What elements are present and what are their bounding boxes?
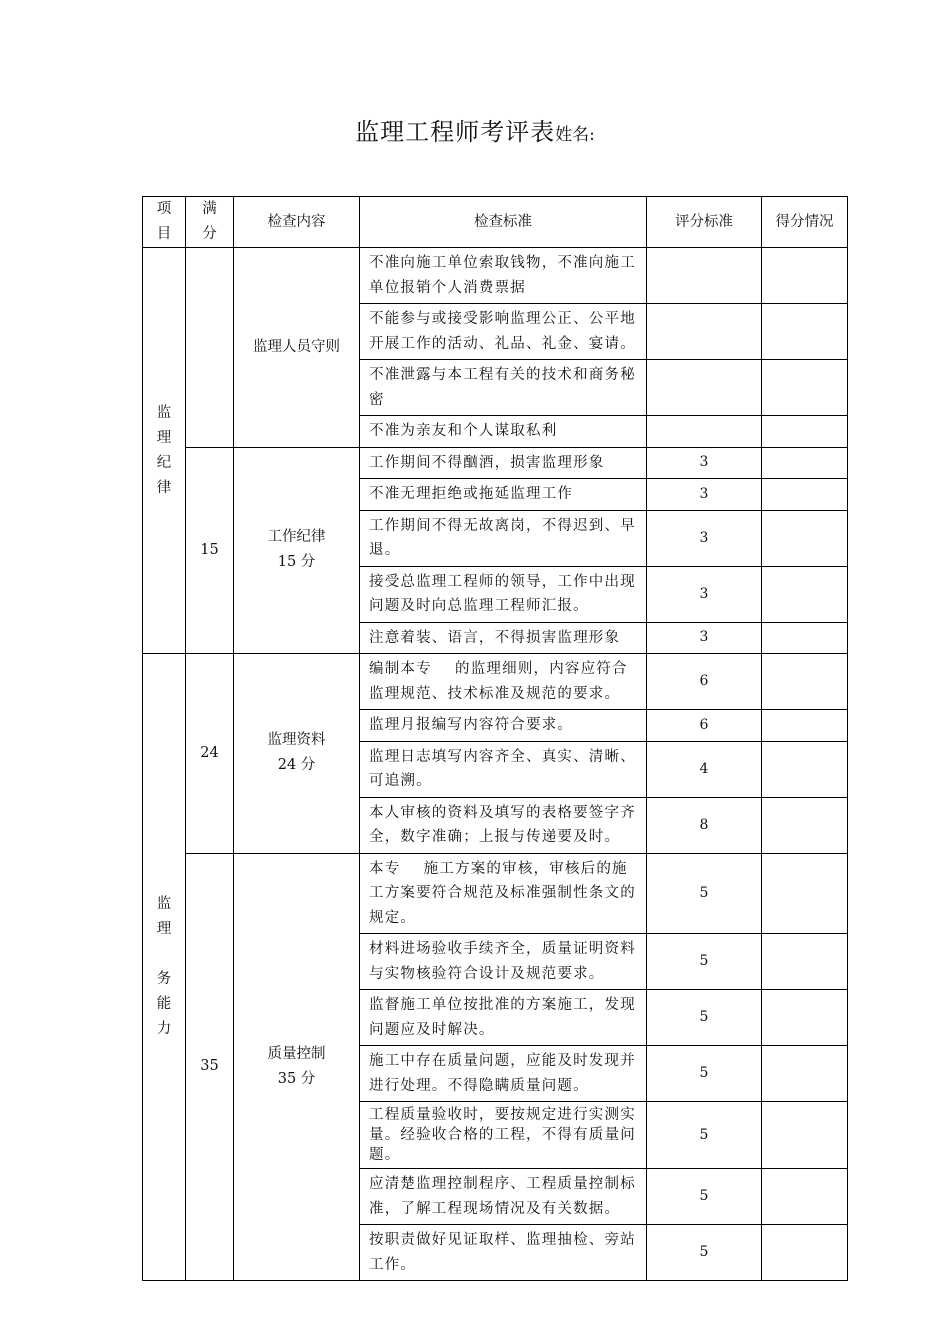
- standard-cell: 工作期间不得酗酒，损害监理形象: [360, 447, 647, 479]
- score-cell: 4: [647, 741, 762, 797]
- content-cell: 监理人员守则: [234, 248, 360, 448]
- table-row: [143, 853, 848, 934]
- score-cell: 8: [647, 797, 762, 853]
- score-cell: [647, 416, 762, 448]
- score-cell: [647, 248, 762, 304]
- score-cell: 6: [647, 654, 762, 710]
- score-cell: [647, 360, 762, 416]
- got-score-cell: [762, 622, 848, 654]
- score-cell: 3: [647, 479, 762, 511]
- standard-cell: 不准无理拒绝或拖延监理工作: [360, 479, 647, 511]
- standard-cell: 监理月报编写内容符合要求。: [360, 710, 647, 742]
- header-content: 检查内容: [234, 197, 360, 248]
- header-full-score: 满 分: [186, 197, 234, 248]
- score-cell: 5: [647, 1046, 762, 1102]
- header-got-score: 得分情况: [762, 197, 848, 248]
- score-cell: 3: [647, 510, 762, 566]
- score-cell: 5: [647, 934, 762, 990]
- name-label: 姓名:: [555, 125, 595, 145]
- standard-cell: 工程质量验收时，要按规定进行实测实量。经验收合格的工程，不得有质量问题。: [360, 1102, 647, 1169]
- standard-cell: 本专 施工方案的审核，审核后的施工方案要符合规范及标准强制性条文的规定。: [360, 853, 647, 934]
- got-score-cell: [762, 934, 848, 990]
- header-standard: 检查标准: [360, 197, 647, 248]
- got-score-cell: [762, 1102, 848, 1169]
- section-label-discipline: 监 理 纪 律: [143, 248, 186, 654]
- standard-cell: 施工中存在质量问题，应能及时发现并进行处理。不得隐瞒质量问题。: [360, 1046, 647, 1102]
- score-cell: 3: [647, 622, 762, 654]
- score-cell: 6: [647, 710, 762, 742]
- got-score-cell: [762, 416, 848, 448]
- got-score-cell: [762, 797, 848, 853]
- standard-cell: 应清楚监理控制程序、工程质量控制标准，了解工程现场情况及有关数据。: [360, 1169, 647, 1225]
- standard-cell: 不准为亲友和个人谋取私利: [360, 416, 647, 448]
- standard-cell: 监理日志填写内容齐全、真实、清晰、可追溯。: [360, 741, 647, 797]
- standard-cell: 按职责做好见证取样、监理抽检、旁站工作。: [360, 1225, 647, 1281]
- standard-cell: 工作期间不得无故离岗，不得迟到、早退。: [360, 510, 647, 566]
- header-item: 项 目: [143, 197, 186, 248]
- got-score-cell: [762, 1046, 848, 1102]
- score-cell: 5: [647, 990, 762, 1046]
- score-cell: 3: [647, 447, 762, 479]
- standard-cell: 不能参与或接受影响监理公正、公平地开展工作的活动、礼品、礼金、宴请。: [360, 304, 647, 360]
- score-cell: 5: [647, 853, 762, 934]
- full-score-cell: 15: [186, 447, 234, 654]
- content-cell: 监理资料 24 分: [234, 654, 360, 854]
- got-score-cell: [762, 654, 848, 710]
- content-cell: 质量控制 35 分: [234, 853, 360, 1281]
- got-score-cell: [762, 1225, 848, 1281]
- standard-cell: 监督施工单位按批准的方案施工，发现问题应及时解决。: [360, 990, 647, 1046]
- standard-cell: 接受总监理工程师的领导，工作中出现问题及时向总监理工程师汇报。: [360, 566, 647, 622]
- full-score-cell: [186, 248, 234, 448]
- header-row: [143, 197, 848, 248]
- standard-cell: 本人审核的资料及填写的表格要签字齐全，数字准确；上报与传递要及时。: [360, 797, 647, 853]
- got-score-cell: [762, 248, 848, 304]
- got-score-cell: [762, 360, 848, 416]
- got-score-cell: [762, 304, 848, 360]
- standard-cell: 编制本专 的监理细则，内容应符合监理规范、技术标准及规范的要求。: [360, 654, 647, 710]
- section-label-ability: 监 理 务 能 力: [143, 654, 186, 1281]
- full-score-cell: 35: [186, 853, 234, 1281]
- score-cell: 5: [647, 1102, 762, 1169]
- content-cell: 工作纪律 15 分: [234, 447, 360, 654]
- got-score-cell: [762, 566, 848, 622]
- table-row: [143, 248, 848, 304]
- standard-cell: 不准泄露与本工程有关的技术和商务秘密: [360, 360, 647, 416]
- title-text: 监理工程师考评表: [355, 118, 556, 146]
- page-title: [0, 112, 950, 147]
- evaluation-table: [142, 196, 848, 1281]
- table-row: [143, 654, 848, 710]
- got-score-cell: [762, 741, 848, 797]
- standard-cell: 材料进场验收手续齐全，质量证明资料与实物核验符合设计及规范要求。: [360, 934, 647, 990]
- standard-cell: 注意着装、语言，不得损害监理形象: [360, 622, 647, 654]
- got-score-cell: [762, 479, 848, 511]
- full-score-cell: 24: [186, 654, 234, 854]
- got-score-cell: [762, 990, 848, 1046]
- got-score-cell: [762, 447, 848, 479]
- got-score-cell: [762, 510, 848, 566]
- score-cell: 3: [647, 566, 762, 622]
- score-cell: 5: [647, 1225, 762, 1281]
- got-score-cell: [762, 1169, 848, 1225]
- got-score-cell: [762, 853, 848, 934]
- standard-cell: 不准向施工单位索取钱物，不准向施工单位报销个人消费票据: [360, 248, 647, 304]
- score-cell: 5: [647, 1169, 762, 1225]
- header-scoring: 评分标准: [647, 197, 762, 248]
- table-row: [143, 447, 848, 479]
- got-score-cell: [762, 710, 848, 742]
- score-cell: [647, 304, 762, 360]
